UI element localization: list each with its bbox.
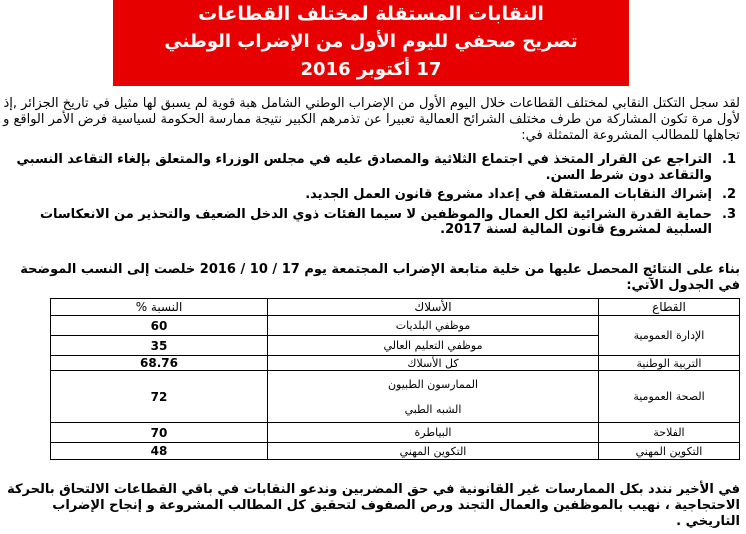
sector-cell: التكوين المهني xyxy=(599,443,740,460)
corps-cell: موظفي البلديات xyxy=(268,316,599,336)
table-row xyxy=(51,443,740,460)
demand-number: 1. xyxy=(722,152,736,167)
demand-text: التراجع عن القرار المتخذ في اجتماع الثلاثية والمصادق عليه في مجلس الوزراء والمتعلق بإلغاء التقاعد النسبي والتقاعد دون شرط السن. xyxy=(16,152,712,183)
percent-cell: 48 xyxy=(51,443,268,460)
corps-cell: كل الأسلاك xyxy=(268,356,599,371)
header-banner xyxy=(113,0,629,86)
sector-cell: التربية الوطنية xyxy=(599,356,740,371)
conclusion-paragraph: في الأخير نندد بكل الممارسات غير القانونية في حق المضربين وندعو النقابات في باقي القطاعات الالتحاق بالحركة الاحتجاجية ، نهيب بالموظفين والعمال التجند ورص الصفوف لتحقيق كل المطالب المشروعة و إنجاح الإضراب التاريخي . xyxy=(7,482,740,529)
intro-paragraph: لقد سجل التكتل النقابي لمختلف القطاعات خلال اليوم الأول من الإضراب الوطني الشامل هبة قوية لم يسبق لها مثيل في تاريخ الجزائر ,إذ لأول مرة تكون المشاركة من طرف مختلف الشرائح العمالية تعبيرا عن تذمرهم الكبير نتيجة ممارسة الحكومة لسياسية فرض الأمر الواقع و تجاهلها للمطالب المشروعة المتمثلة في: xyxy=(3,96,740,143)
sector-cell: الإدارة العمومية xyxy=(599,316,740,356)
corps-cell xyxy=(268,371,599,423)
table-header-row xyxy=(51,299,740,316)
demand-number: 2. xyxy=(722,187,736,202)
release-date: 17 أكتوبر 2016 xyxy=(300,59,442,80)
percent-cell: 70 xyxy=(51,423,268,443)
results-intro: بناء على النتائج المحصل عليها من خلية متابعة الإضراب المجتمعة يوم 17 / 10 / 2016 خلصت إلى النسب الموضحة في الجدول الآتي: xyxy=(20,262,740,293)
corps-cell: التكوين المهني xyxy=(268,443,599,460)
demand-text: إشراك النقابات المستقلة في إعداد مشروع قانون العمل الجديد. xyxy=(305,187,712,202)
demands-list xyxy=(8,152,738,242)
col-header-percent: النسبة % xyxy=(51,299,268,316)
corps-cell: موظفي التعليم العالي xyxy=(268,336,599,356)
sector-cell: الصحة العمومية xyxy=(599,371,740,423)
table-row xyxy=(51,356,740,371)
page-title: النقابات المستقلة لمختلف القطاعات xyxy=(198,3,544,25)
corps-line: الممارسون الطبيون xyxy=(387,377,479,391)
demand-item xyxy=(8,207,738,238)
demand-text: حماية القدرة الشرائية لكل العمال والموظفين لا سيما الفئات ذوي الدخل الضعيف والتحذير من الانعكاسات السلبية لمشروع قانون المالية لسنة 2017. xyxy=(39,206,712,237)
sector-cell: الفلاحة xyxy=(599,423,740,443)
strike-rates-table xyxy=(50,298,740,460)
table-row xyxy=(51,316,740,336)
demand-number: 3. xyxy=(722,206,736,222)
table-row xyxy=(51,423,740,443)
table-row xyxy=(51,371,740,423)
col-header-corps: الأسلاك xyxy=(268,299,599,316)
demand-item xyxy=(8,187,738,203)
percent-cell: 68.76 xyxy=(51,356,268,371)
demand-item xyxy=(8,152,738,183)
percent-cell: 35 xyxy=(51,336,268,356)
percent-cell: 60 xyxy=(51,316,268,336)
page-subtitle: تصريح صحفي لليوم الأول من الإضراب الوطني xyxy=(164,31,578,52)
corps-line: الشبه الطبي xyxy=(404,402,462,416)
percent-cell: 72 xyxy=(51,371,268,423)
col-header-sector: القطاع xyxy=(599,299,740,316)
corps-cell: البياطرة xyxy=(268,423,599,443)
